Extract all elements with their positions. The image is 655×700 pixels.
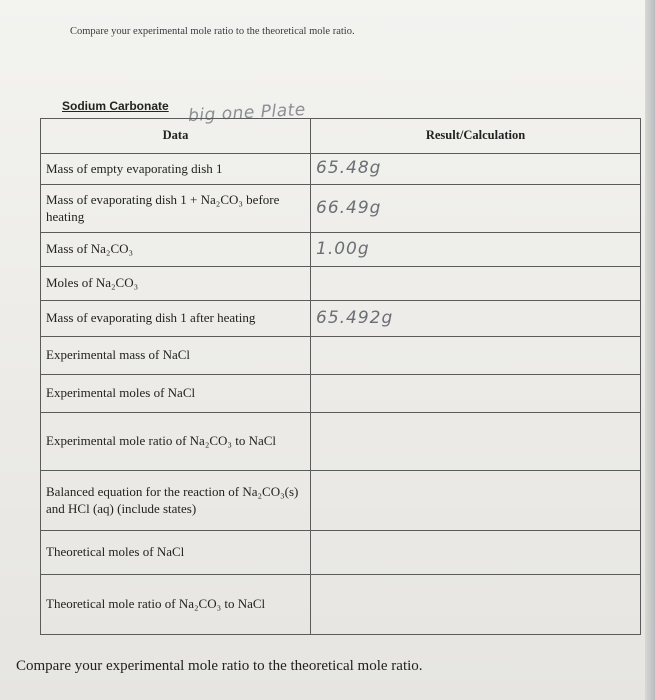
row-value[interactable]	[311, 233, 641, 267]
table-row	[41, 471, 641, 531]
row-label: Balanced equation for the reaction of Na₂CO₃(s) and HCl (aq) (include states)	[41, 471, 311, 531]
top-instruction: Compare your experimental mole ratio to the theoretical mole ratio.	[70, 26, 355, 37]
row-label: Experimental mole ratio of Na₂CO₃ to NaCl	[41, 413, 311, 471]
table-row	[41, 154, 641, 185]
row-value[interactable]	[311, 337, 641, 375]
row-value[interactable]	[311, 154, 641, 185]
row-label: Theoretical mole ratio of Na₂CO₃ to NaCl	[41, 575, 311, 635]
table-row	[41, 233, 641, 267]
row-label: Experimental mass of NaCl	[41, 337, 311, 375]
data-table	[40, 118, 641, 635]
table-header-row	[41, 119, 641, 154]
row-label: Experimental moles of NaCl	[41, 375, 311, 413]
table-row	[41, 267, 641, 301]
row-label: Mass of empty evaporating dish 1	[41, 154, 311, 185]
handwritten-value: 65.48g	[316, 158, 382, 179]
table-row	[41, 413, 641, 471]
table-row	[41, 301, 641, 337]
row-label: Mass of evaporating dish 1 + Na₂CO₃ before heating	[41, 185, 311, 233]
header-result: Result/Calculation	[311, 119, 641, 154]
handwritten-note: big one Plate	[187, 99, 307, 127]
table-row	[41, 375, 641, 413]
table-row	[41, 575, 641, 635]
header-data: Data	[41, 119, 311, 154]
handwritten-value: 1.00g	[316, 238, 370, 259]
row-value[interactable]	[311, 185, 641, 233]
data-table-container	[40, 118, 655, 663]
table-row	[41, 337, 641, 375]
bottom-instruction: Compare your experimental mole ratio to the theoretical mole ratio.	[16, 658, 423, 674]
handwritten-value: 66.49g	[316, 197, 382, 218]
row-value[interactable]	[311, 575, 641, 635]
row-label: Mass of Na₂CO₃	[41, 233, 311, 267]
section-title: Sodium Carbonate	[62, 99, 169, 113]
row-value[interactable]	[311, 375, 641, 413]
row-label: Moles of Na₂CO₃	[41, 267, 311, 301]
row-value[interactable]	[311, 471, 641, 531]
row-value[interactable]	[311, 301, 641, 337]
row-value[interactable]	[311, 267, 641, 301]
row-value[interactable]	[311, 413, 641, 471]
row-value[interactable]	[311, 531, 641, 575]
handwritten-value: 65.492g	[316, 307, 394, 328]
row-label: Theoretical moles of NaCl	[41, 531, 311, 575]
table-row	[41, 185, 641, 233]
row-label: Mass of evaporating dish 1 after heating	[41, 301, 311, 337]
table-row	[41, 531, 641, 575]
